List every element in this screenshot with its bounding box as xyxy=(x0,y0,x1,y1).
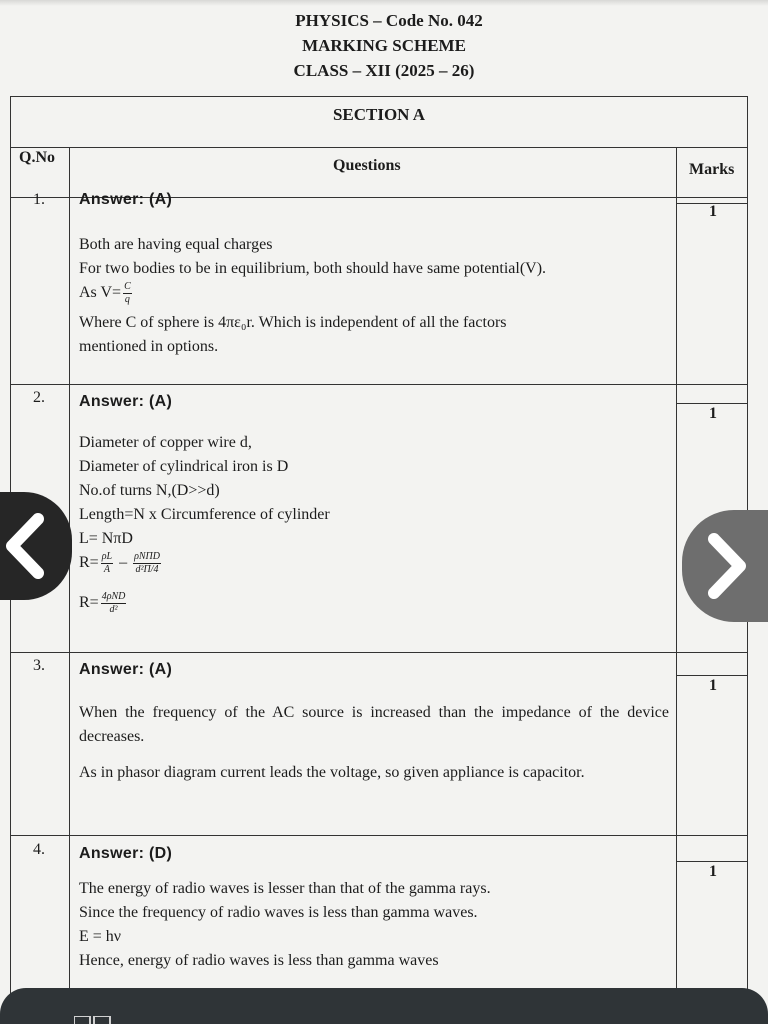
row-2-line-4: Length=N x Circumference of cylinder xyxy=(79,506,330,523)
col-head-qno: Q.No xyxy=(19,149,55,166)
section-title: SECTION A xyxy=(332,105,426,124)
row-3-body xyxy=(79,701,669,785)
dash-sign: – xyxy=(119,554,128,572)
row-3-para-2: As in phasor diagram current leads the voltage, so given appliance is capacitor. xyxy=(79,764,585,781)
col-head-marks: Marks xyxy=(689,161,735,178)
row-4-marks: 1 xyxy=(709,863,717,880)
row-1-line-3 xyxy=(79,281,674,311)
fraction-rho-n-pi-d xyxy=(133,551,161,576)
row-1-line-5: mentioned in options. xyxy=(79,338,219,355)
row-1-marks: 1 xyxy=(709,203,717,220)
rule-marks-2 xyxy=(676,403,747,404)
row-4-answer: Answer: (D) xyxy=(79,845,173,862)
document-header xyxy=(0,8,768,83)
row-2-answer: Answer: (A) xyxy=(79,393,173,410)
row-2-line-7 xyxy=(79,591,674,627)
fraction-den: d² xyxy=(109,604,118,615)
row-4-line-2: Since the frequency of radio waves is less than gamma waves. xyxy=(79,904,478,921)
class-title: CLASS – XII (2025 – 26) xyxy=(293,61,475,80)
col-divider-qno xyxy=(69,147,70,1024)
chevron-left-icon xyxy=(0,511,58,581)
row-2-body xyxy=(79,431,674,627)
row-3-para-1: When the frequency of the AC source is increased than the impedance of the device decreases. xyxy=(79,704,669,745)
pages-icon[interactable] xyxy=(74,1016,114,1024)
rule-marks-3 xyxy=(676,675,747,676)
rule-row-1 xyxy=(11,384,747,385)
row-4-line-3: E = hν xyxy=(79,928,122,945)
fraction-den: d²Π/4 xyxy=(135,564,159,575)
row-1-as-v: As V= xyxy=(79,284,122,302)
row-3-qno: 3. xyxy=(33,657,45,674)
rule-row-2 xyxy=(11,652,747,653)
row-2-line-3: No.of turns N,(D>>d) xyxy=(79,482,220,499)
col-divider-marks xyxy=(676,147,677,1024)
bottom-toolbar xyxy=(0,988,768,1024)
row-1-line-2: For two bodies to be in equilibrium, both should have same potential(V). xyxy=(79,260,547,277)
row-1-qno: 1. xyxy=(33,191,45,208)
top-edge xyxy=(0,0,768,6)
fraction-num: ρL xyxy=(101,551,113,562)
rule-section xyxy=(11,147,747,148)
resistance-label-2: R= xyxy=(79,594,99,612)
fraction-c-over-q xyxy=(123,281,132,306)
fraction-num: C xyxy=(124,281,131,292)
row-2-line-1: Diameter of copper wire d, xyxy=(79,434,252,451)
fraction-rho-l-over-a xyxy=(101,551,113,576)
row-2-marks: 1 xyxy=(709,405,717,422)
rule-marks-4 xyxy=(676,861,747,862)
fraction-den: A xyxy=(103,564,110,575)
row-4-line-4: Hence, energy of radio waves is less than gamma waves xyxy=(79,952,439,969)
row-1-body xyxy=(79,233,674,359)
resistance-label: R= xyxy=(79,554,99,572)
row-1-answer: Answer: (A) xyxy=(79,191,173,208)
row-2-line-6 xyxy=(79,551,674,587)
marking-table xyxy=(10,96,748,1024)
fraction-4-rho-n-d xyxy=(101,591,127,616)
chevron-right-icon xyxy=(696,531,756,601)
row-4-body xyxy=(79,877,674,973)
row-1-line-1: Both are having equal charges xyxy=(79,236,273,253)
scheme-title: MARKING SCHEME xyxy=(302,36,466,55)
col-head-questions: Questions xyxy=(333,157,401,174)
fraction-den: q xyxy=(124,294,130,305)
rule-row-3 xyxy=(11,835,747,836)
subject-title: PHYSICS – Code No. 042 xyxy=(295,11,483,30)
row-2-line-5: L= NπD xyxy=(79,530,133,547)
row-2-line-2: Diameter of cylindrical iron is D xyxy=(79,458,289,475)
row-2-qno: 2. xyxy=(33,389,45,406)
row-3-answer: Answer: (A) xyxy=(79,661,173,678)
row-3-marks: 1 xyxy=(709,677,717,694)
row-4-qno: 4. xyxy=(33,841,45,858)
next-page-button[interactable] xyxy=(682,510,768,622)
row-4-line-1: The energy of radio waves is lesser than that of the gamma rays. xyxy=(79,880,491,897)
fraction-num: 4ρND xyxy=(101,591,126,602)
paragraph-gap xyxy=(79,749,669,761)
row-1-line-4: Where C of sphere is 4πε₀r. Which is independent of all the factors xyxy=(79,314,507,331)
fraction-num: ρNΠD xyxy=(134,551,160,562)
